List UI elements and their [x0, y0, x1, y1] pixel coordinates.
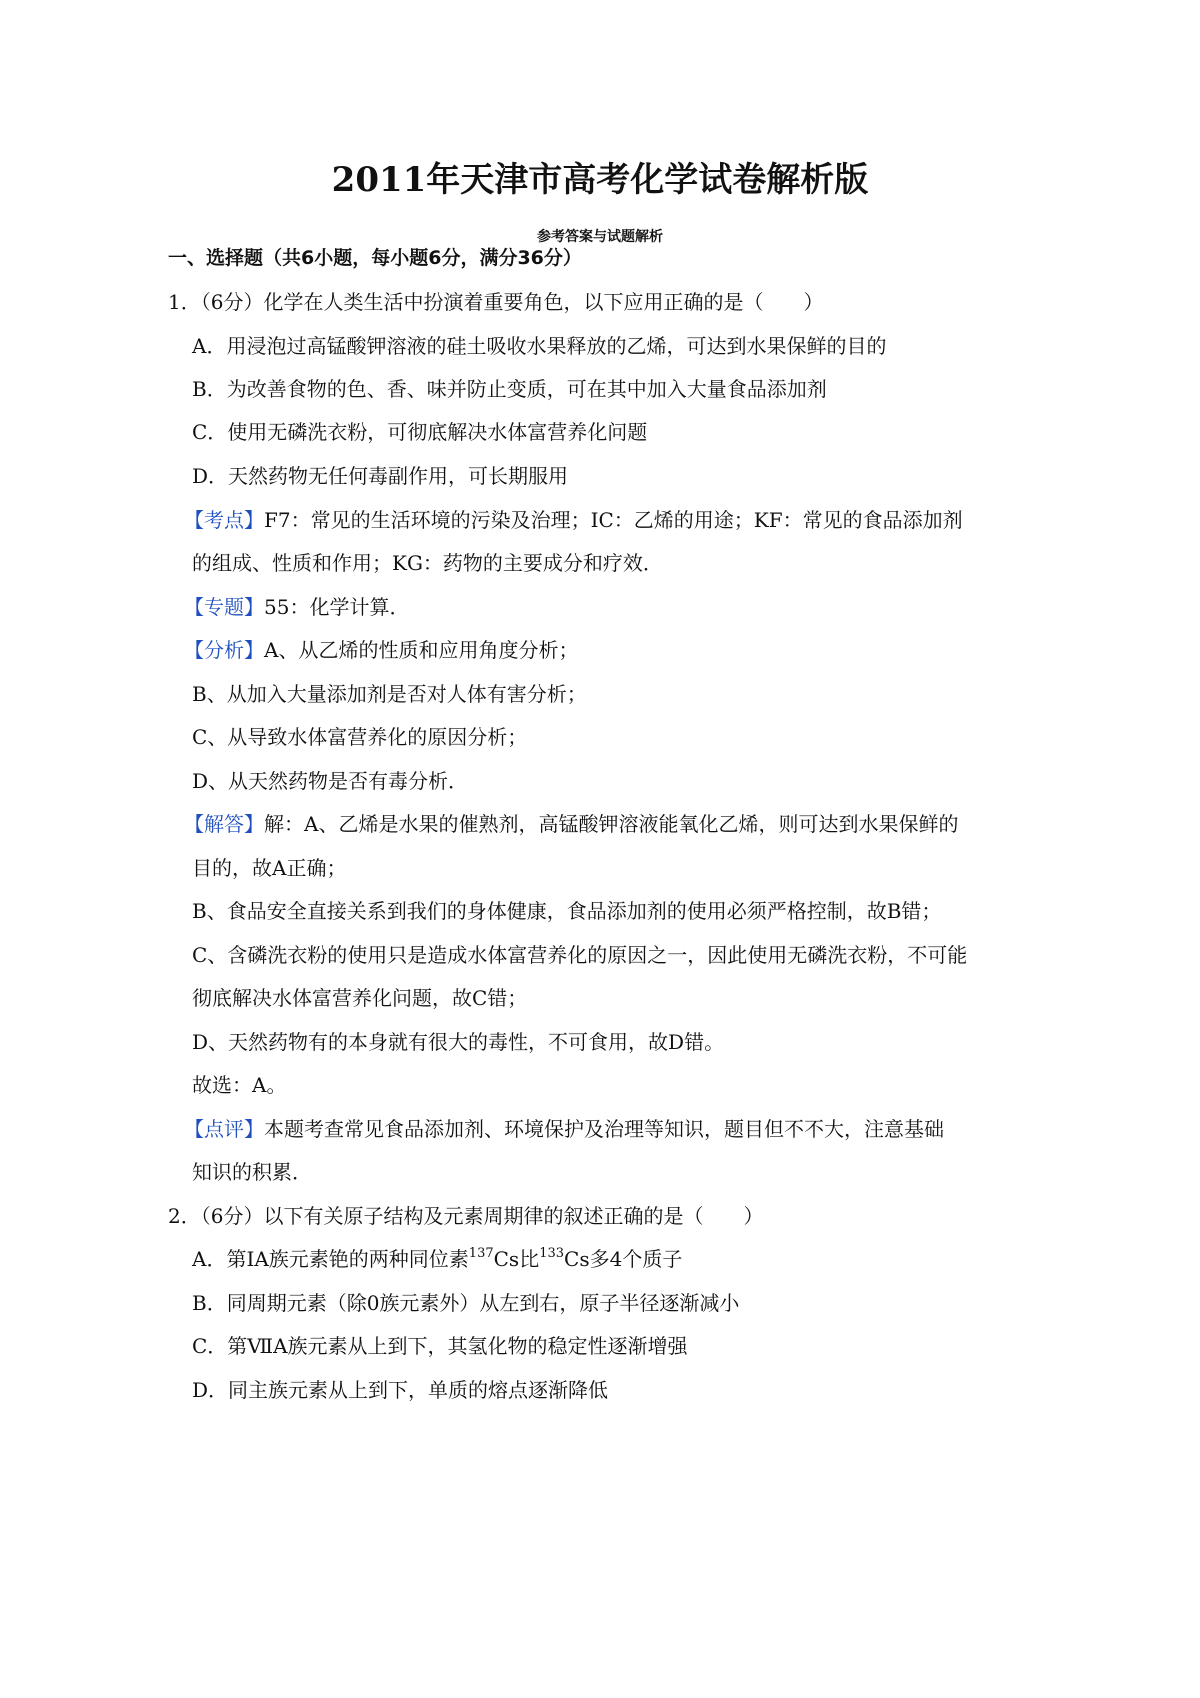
fenxi-text-1: A、从乙烯的性质和应用角度分析；: [264, 638, 579, 662]
kaodian-line-1: [184, 506, 963, 534]
dianping-line-1: [184, 1115, 944, 1143]
q2-option-a-pre: A．第IA族元素铯的两种同位素: [192, 1247, 469, 1271]
question-2-option-d: D．同主族元素从上到下，单质的熔点逐渐降低: [192, 1378, 609, 1402]
jieda-line-2: 目的，故A正确；: [192, 856, 347, 880]
q2-option-a-post: Cs多4个质子: [564, 1247, 683, 1271]
kaodian-text-1: F7：常见的生活环境的污染及治理；IC：乙烯的用途；KF：常见的食品添加剂: [264, 508, 963, 532]
page-title: 2011年天津市高考化学试卷解析版: [331, 160, 869, 200]
zhuanti-tag: 【专题】: [184, 595, 264, 619]
fenxi-tag: 【分析】: [184, 638, 264, 662]
question-1-option-c: C．使用无磷洗衣粉，可彻底解决水体富营养化问题: [192, 420, 648, 444]
question-2-option-c: C．第ⅦA族元素从上到下，其氢化物的稳定性逐渐增强: [192, 1334, 688, 1358]
dianping-tag: 【点评】: [184, 1117, 264, 1141]
jieda-line-1: [184, 810, 958, 838]
dianping-line-2: 知识的积累．: [192, 1160, 312, 1184]
question-1-option-d: D．天然药物无任何毒副作用，可长期服用: [192, 464, 569, 488]
jieda-line-5: 彻底解决水体富营养化问题，故C错；: [192, 986, 528, 1010]
kaodian-tag: 【考点】: [184, 508, 264, 532]
question-1-option-a: A．用浸泡过高锰酸钾溶液的硅土吸收水果释放的乙烯，可达到水果保鲜的目的: [192, 334, 887, 358]
question-1-option-b: B．为改善食物的色、香、味并防止变质，可在其中加入大量食品添加剂: [192, 377, 827, 401]
kaodian-line-2: 的组成、性质和作用；KG：药物的主要成分和疗效．: [192, 551, 663, 575]
question-2-option-a: [192, 1245, 682, 1273]
q2-option-a-mass-137: 137: [468, 1246, 494, 1261]
question-2-stem: 2．（6分）以下有关原子结构及元素周期律的叙述正确的是（ ）: [168, 1204, 764, 1228]
jieda-text-1: 解：A、乙烯是水果的催熟剂，高锰酸钾溶液能氧化乙烯，则可达到水果保鲜的: [264, 812, 959, 836]
question-1-stem: 1．（6分）化学在人类生活中扮演着重要角色，以下应用正确的是（ ）: [168, 290, 824, 314]
jieda-line-3: B、食品安全直接关系到我们的身体健康，食品添加剂的使用必须严格控制，故B错；: [192, 899, 942, 923]
fenxi-line-4: D、从天然药物是否有毒分析．: [192, 769, 469, 793]
page-subtitle: 参考答案与试题解析: [537, 229, 663, 245]
zhuanti-text: 55：化学计算．: [264, 595, 410, 619]
dianping-text-1: 本题考查常见食品添加剂、环境保护及治理等知识，题目但不不大，注意基础: [264, 1117, 944, 1141]
jieda-line-7: 故选：A。: [192, 1073, 287, 1097]
jieda-line-6: D、天然药物有的本身就有很大的毒性，不可食用，故D错。: [192, 1030, 725, 1054]
question-2-option-b: B．同周期元素（除0族元素外）从左到右，原子半径逐渐减小: [192, 1291, 740, 1315]
q2-option-a-mass-133: 133: [539, 1246, 565, 1261]
fenxi-line-1: [184, 636, 578, 664]
jieda-line-4: C、含磷洗衣粉的使用只是造成水体富营养化的原因之一，因此使用无磷洗衣粉，不可能: [192, 943, 968, 967]
section-heading: 一、选择题（共6小题，每小题6分，满分36分）: [168, 247, 582, 269]
fenxi-line-2: B、从加入大量添加剂是否对人体有害分析；: [192, 682, 587, 706]
jieda-tag: 【解答】: [184, 812, 264, 836]
zhuanti-line: [184, 593, 409, 621]
q2-option-a-mid: Cs比: [493, 1247, 540, 1271]
fenxi-line-3: C、从导致水体富营养化的原因分析；: [192, 725, 528, 749]
